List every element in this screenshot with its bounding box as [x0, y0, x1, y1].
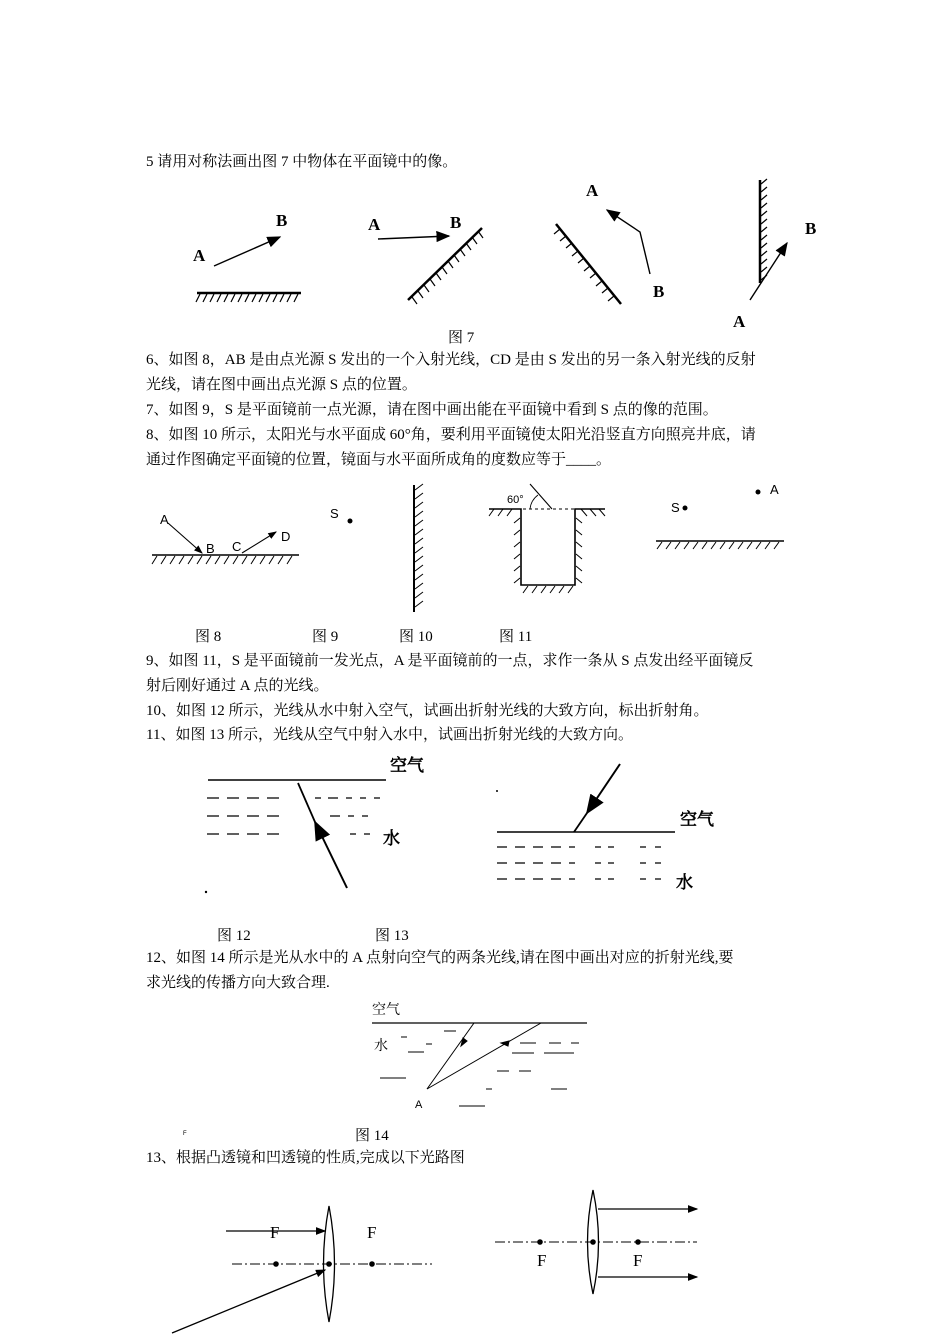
figures-8-11: [0, 475, 950, 620]
fig12-incident-ray: [315, 822, 347, 888]
figure-9-caption: 图 9: [312, 629, 339, 645]
fig8-label-b: B: [206, 541, 215, 556]
figure-7: [0, 170, 950, 370]
fig14-water-dashes: [380, 1031, 579, 1106]
fig14-label-air: 空气: [372, 1001, 400, 1017]
q9-line1: 9、如图 11，S 是平面镜前一发光点，A 是平面镜前的一点，求作一条从 S 点发出经平面镜反: [146, 653, 754, 669]
fig7-label-a4: A: [733, 312, 746, 331]
fig11-point-a: [756, 490, 761, 495]
lens1-focus-left: [273, 1261, 279, 1267]
fig7-label-a3: A: [586, 181, 599, 200]
lens2-label-f-right: F: [633, 1251, 643, 1270]
fig7-object-2: [378, 236, 449, 239]
lens1-label-f-right: F: [367, 1223, 377, 1242]
fig7-object-1: [214, 237, 280, 266]
fig13-label-water: 水: [676, 873, 693, 892]
fig13-ray-end: [574, 813, 587, 832]
fig7-mirror-2: [408, 228, 483, 304]
fig7-mirror-4: [760, 179, 767, 283]
lens2-focus-right: [635, 1239, 641, 1245]
q12-line2: 求光线的传播方向大致合理.: [146, 975, 330, 991]
fig7-label-b2: B: [450, 213, 462, 232]
figure-11-caption: 图 11: [499, 629, 533, 645]
fig8-mirror: [152, 555, 299, 564]
fig7-label-a2: A: [368, 215, 381, 234]
q11-text: 11、如图 13 所示，光线从空气中射入水中，试画出折射光线的大致方向。: [146, 727, 633, 743]
fig7-label-b3: B: [653, 282, 665, 301]
lens1-focus-right: [369, 1261, 375, 1267]
fig7-label-a1: A: [193, 246, 206, 265]
fig12-ray-extension: [298, 783, 315, 822]
fig8-ray-cd: [242, 532, 276, 553]
figure-10-caption: 图 10: [399, 629, 433, 645]
fig14-label-a: A: [415, 1099, 423, 1111]
q8-line1: 8、如图 10 所示，太阳光与水平面成 60°角，要利用平面镜使太阳光沿竖直方向照亮井底，请: [146, 427, 756, 443]
fig9-mirror: [414, 484, 423, 612]
figures-12-13: [0, 750, 950, 900]
lens1-oblique-ray: [172, 1270, 325, 1333]
figure-13-caption: 图 13: [375, 928, 409, 944]
lens1-center: [326, 1261, 332, 1267]
fig11-label-a: A: [770, 482, 779, 497]
q6-line2: 光线，请在图中画出点光源 S 点的位置。: [146, 377, 417, 393]
fig7-object-4: [750, 243, 787, 300]
fig12-stray-dot: [205, 891, 207, 893]
fig10-well: [489, 509, 605, 593]
fig7-label-b4: B: [805, 219, 817, 238]
fig9-point-s: [348, 519, 353, 524]
figure-12-caption: 图 12: [217, 928, 251, 944]
figure-14-caption: 图 14: [355, 1128, 389, 1144]
fig13-incident-ray: [587, 764, 620, 813]
q8-line2: 通过作图确定平面镜的位置，镜面与水平面所成角的度数应等于____。: [146, 452, 612, 468]
fig11-mirror: [656, 541, 784, 549]
fig7-mirror-3: [554, 224, 621, 304]
q12-line1: 12、如图 14 所示是光从水中的 A 点射向空气的两条光线,请在图中画出对应的折射光线,要: [146, 950, 734, 966]
fig13-water-dashes: [497, 847, 661, 879]
lens2-center: [590, 1239, 596, 1245]
fig7-mirror-1: [196, 293, 301, 302]
fig10-angle-arc: [530, 495, 538, 509]
fig12-label-water: 水: [383, 829, 400, 848]
fig12-water-dashes: [207, 798, 380, 834]
lens1-label-f-left: F: [270, 1223, 280, 1242]
fig11-label-s: S: [671, 500, 680, 515]
fig10-angle-label: 60°: [507, 494, 524, 506]
fig9-label-s: S: [330, 506, 339, 521]
q10-text: 10、如图 12 所示，光线从水中射入空气，试画出折射光线的大致方向，标出折射角。: [146, 703, 709, 719]
fig8-label-d: D: [281, 529, 291, 544]
fig7-object-3: [607, 210, 650, 274]
fig14-label-water: 水: [374, 1037, 388, 1053]
fig14-ray-2: [427, 1023, 541, 1089]
q6-line1: 6、如图 8，AB 是由点光源 S 发出的一个入射光线，CD 是由 S 发出的另一条入射光线的反射: [146, 352, 756, 368]
fig10-sun-ray: [530, 484, 552, 509]
fig12-label-air: 空气: [390, 756, 424, 775]
q9-line2: 射后刚好通过 A 点的光线。: [146, 678, 329, 694]
lens-diagrams: [0, 1180, 950, 1340]
fig13-stray-dot: [496, 790, 498, 792]
fig7-label-b1: B: [276, 211, 288, 230]
fig8-label-c: C: [232, 539, 242, 554]
q5-text: 5 请用对称法画出图 7 中物体在平面镜中的像。: [146, 154, 458, 170]
lens2-label-f-left: F: [537, 1251, 547, 1270]
fig14-stray-f: F: [183, 1131, 187, 1137]
fig13-label-air: 空气: [680, 810, 714, 829]
q13-text: 13、根据凸透镜和凹透镜的性质,完成以下光路图: [146, 1150, 465, 1166]
fig11-point-s: [683, 506, 688, 511]
q7-text: 7、如图 9，S 是平面镜前一点光源，请在图中画出能在平面镜中看到 S 点的像的范围。: [146, 402, 718, 418]
fig8-label-a: A: [160, 512, 169, 527]
lens2-focus-left: [537, 1239, 543, 1245]
fig14-ray-1: [427, 1023, 474, 1089]
figure-7-caption: 图 7: [448, 330, 475, 346]
fig8-ray-ab: [168, 523, 202, 553]
figure-8-caption: 图 8: [195, 629, 222, 645]
